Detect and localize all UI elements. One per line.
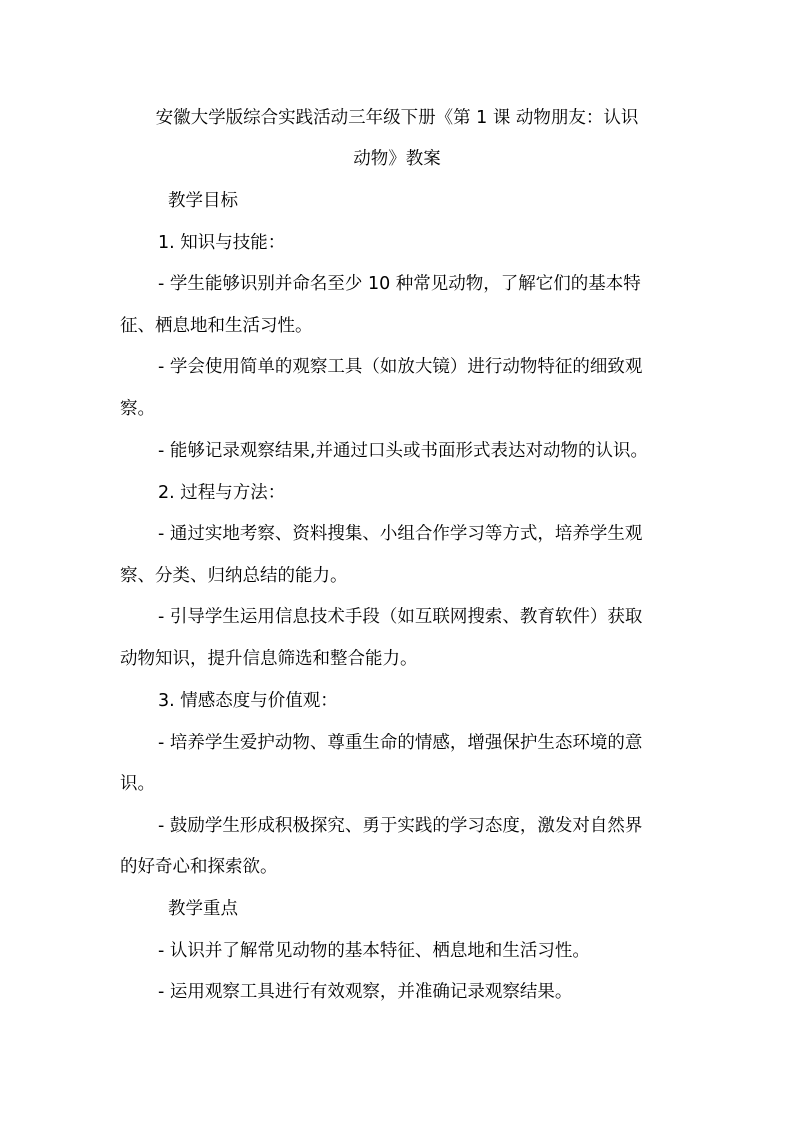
paragraph-line: 识。: [120, 774, 155, 794]
paragraph-line: - 学生能够识别并命名至少 10 种常见动物，了解它们的基本特: [158, 274, 641, 294]
document-title-line-2: 动物》教案: [353, 149, 441, 169]
section-heading-objectives: 教学目标: [168, 191, 238, 211]
objective-2-heading: 2. 过程与方法：: [158, 483, 286, 503]
paragraph-line: 察。: [120, 399, 155, 419]
paragraph-line: - 能够记录观察结果,并通过口头或书面形式表达对动物的认识。: [158, 441, 648, 461]
paragraph-line: 察、分类、归纳总结的能力。: [120, 566, 348, 586]
paragraph-line: 征、栖息地和生活习性。: [120, 316, 313, 336]
paragraph-line: - 运用观察工具进行有效观察，并准确记录观察结果。: [158, 982, 573, 1002]
objective-3-heading: 3. 情感态度与价值观：: [158, 691, 338, 711]
document-title-line-1: 安徽大学版综合实践活动三年级下册《第 1 课 动物朋友：认识: [155, 108, 639, 128]
paragraph-line: - 鼓励学生形成积极探究、勇于实践的学习态度，激发对自然界: [158, 816, 643, 836]
paragraph-line: - 引导学生运用信息技术手段（如互联网搜索、教育软件）获取: [158, 607, 643, 627]
paragraph-line: 动物知识，提升信息筛选和整合能力。: [120, 649, 418, 669]
paragraph-line: 的好奇心和探索欲。: [120, 857, 278, 877]
paragraph-line: - 通过实地考察、资料搜集、小组合作学习等方式，培养学生观: [158, 524, 643, 544]
paragraph-line: - 认识并了解常见动物的基本特征、栖息地和生活习性。: [158, 941, 590, 961]
objective-1-heading: 1. 知识与技能：: [158, 233, 286, 253]
section-heading-key-points: 教学重点: [168, 899, 238, 919]
paragraph-line: - 学会使用简单的观察工具（如放大镜）进行动物特征的细致观: [158, 357, 643, 377]
paragraph-line: - 培养学生爱护动物、尊重生命的情感，增强保护生态环境的意: [158, 733, 643, 753]
